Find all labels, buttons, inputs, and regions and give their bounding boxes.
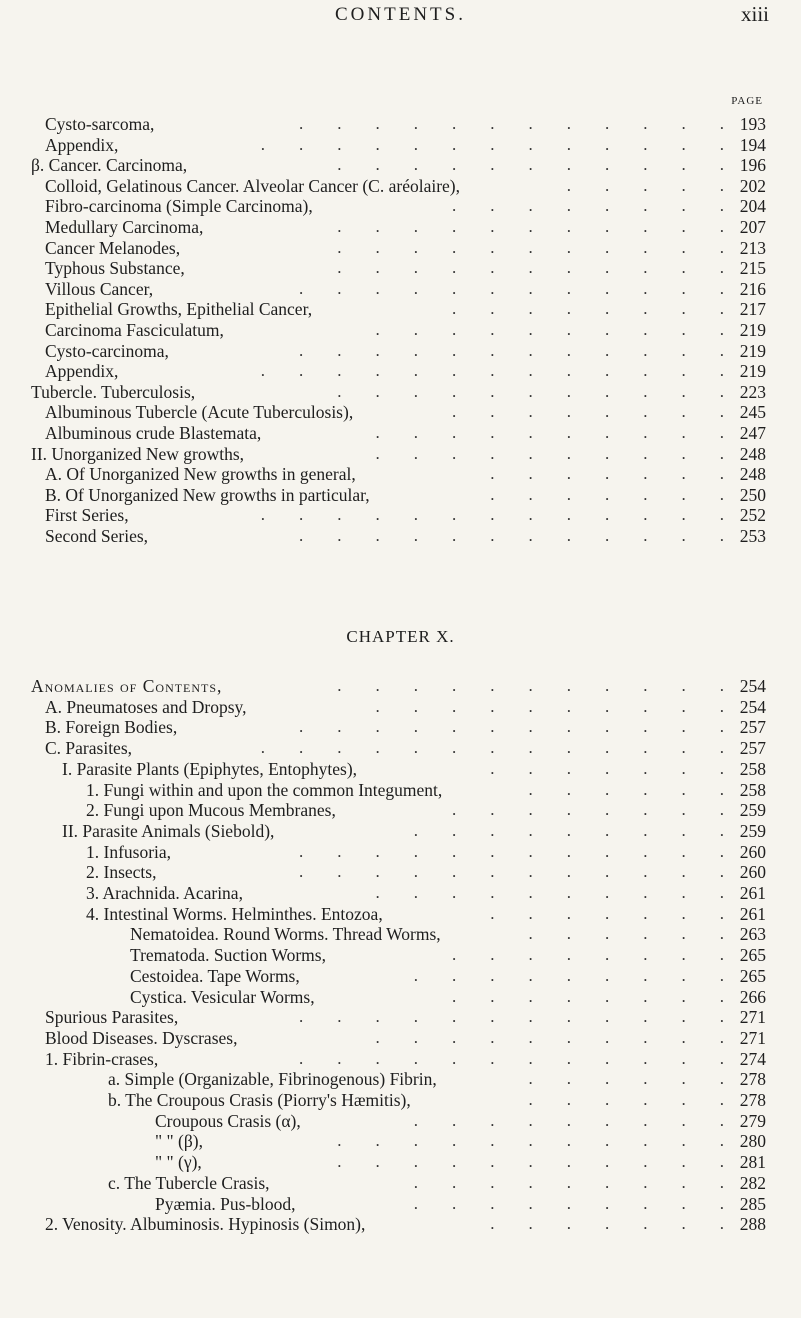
toc-entry-page: 282: [739, 1172, 766, 1193]
toc-entry-page: 261: [739, 903, 766, 924]
toc-entry-page: 265: [739, 965, 766, 986]
toc-entry-title: II. Parasite Animals (Siebold),: [62, 820, 275, 841]
toc-entry-page: 252: [739, 505, 766, 526]
toc-entry-title: Spurious Parasites,: [45, 1007, 179, 1028]
toc-entry: [0, 298, 766, 320]
toc-entry-page: 193: [739, 114, 766, 134]
toc-entry-title: 4. Intestinal Worms. Helminthes. Entozoa,: [86, 903, 383, 924]
toc-entry-title: Fibro-carcinoma (Simple Carcinoma),: [45, 196, 313, 217]
toc-entry-page: 271: [739, 1027, 766, 1048]
toc-entry-page: 250: [739, 484, 766, 505]
toc-entry-title: B. Of Unorganized New growths in particular,: [45, 484, 370, 505]
toc-entry: [0, 1151, 766, 1173]
toc-entry-page: 263: [739, 924, 766, 945]
toc-entry: [0, 1193, 766, 1215]
toc-entry-page: 215: [739, 258, 766, 279]
running-head: CONTENTS.: [335, 4, 466, 25]
page-column-label: PAGE: [731, 95, 763, 107]
toc-entry: [0, 216, 766, 238]
dot-leader: . . . . . . . . .: [413, 820, 724, 840]
toc-entry: [0, 1027, 766, 1049]
toc-entry-page: 219: [739, 320, 766, 340]
dot-leader: . . . . . . .: [490, 484, 724, 504]
toc-entry-title: Epithelial Growths, Epithelial Cancer,: [45, 299, 313, 320]
toc-entry-title: Villous Cancer,: [45, 278, 154, 299]
page-header: [0, 0, 801, 40]
toc-entry: [0, 882, 766, 904]
toc-entry: [0, 422, 766, 444]
toc-entry-title: 2. Fungi upon Mucous Membranes,: [86, 800, 336, 821]
toc-entry-page: 265: [739, 945, 766, 966]
toc-entry-title: Cysto-sarcoma,: [45, 114, 155, 134]
dot-leader: . . . . . . . . . . . . .: [260, 738, 724, 758]
toc-entry: [0, 1048, 766, 1070]
page-number: xiii: [740, 2, 769, 26]
dot-leader: . . . . . . . . . . . .: [299, 1048, 724, 1068]
toc-entry-page: 219: [739, 340, 766, 361]
toc-entry-title: Cystica. Vesicular Worms,: [130, 986, 315, 1007]
toc-entry: [0, 175, 766, 197]
toc-entry-title: First Series,: [45, 505, 129, 526]
toc-entry: [0, 737, 766, 759]
dot-leader: . . . . . .: [528, 1090, 724, 1109]
toc-entry: [0, 381, 766, 403]
dot-leader: . . . . . . . . . . .: [337, 258, 724, 278]
dot-leader: . . . . . . . . . . .: [337, 217, 724, 236]
toc-entry-title: Second Series,: [45, 526, 149, 546]
dot-leader: . . . . . . . .: [452, 299, 724, 319]
dot-leader: . . . . . . . . . .: [375, 1027, 724, 1047]
toc-entry: [0, 401, 766, 423]
toc-entry: [0, 484, 766, 506]
toc-entry: [0, 696, 766, 718]
toc-entry-title: Anomalies of Contents,: [31, 676, 223, 696]
toc-entry-page: 260: [739, 862, 766, 883]
toc-entry-title: Cancer Melanodes,: [45, 237, 181, 258]
toc-entry-page: 274: [739, 1048, 766, 1069]
toc-entry-page: 223: [739, 381, 766, 402]
toc-entry-page: 288: [739, 1214, 766, 1235]
chapter-heading: CHAPTER X.: [346, 627, 455, 646]
toc-entry-page: 207: [739, 217, 766, 237]
dot-leader: . . . . . . . . .: [413, 1172, 724, 1192]
toc-entry-title: Appendix,: [45, 361, 119, 382]
dot-leader: . . . . . . . . . . . . .: [260, 134, 724, 154]
toc-entry: [0, 716, 766, 738]
toc-entry-title: Pyæmia. Pus-blood,: [155, 1193, 296, 1214]
toc-entry: [0, 986, 766, 1008]
dot-leader: . . . . . . . . . . .: [337, 237, 724, 257]
dot-leader: . . . . . . . . . . . .: [299, 1007, 724, 1027]
dot-leader: . . . . . . . . .: [413, 1193, 724, 1213]
toc-entry: [0, 443, 766, 465]
toc-entry: [0, 841, 766, 863]
toc-entry: [0, 758, 766, 780]
dot-leader: . . . . . . . . . . . .: [299, 526, 724, 545]
toc-entry-page: 245: [739, 402, 766, 423]
dot-leader: . . . . . . .: [490, 758, 724, 778]
dot-leader: . . . . . . . . . . .: [337, 155, 724, 175]
toc-entry-title: 3. Arachnida. Acarina,: [86, 883, 243, 903]
toc-entry-page: 259: [739, 820, 766, 841]
toc-entry-title: Croupous Crasis (α),: [155, 1110, 301, 1131]
toc-entry-page: 280: [739, 1131, 766, 1152]
dot-leader: . . . . . . . . . . .: [337, 381, 724, 401]
toc-entry: [0, 504, 766, 526]
toc-entry-title: Nematoidea. Round Worms. Thread Worms,: [130, 924, 441, 945]
toc-entry-page: 281: [739, 1152, 766, 1173]
dot-leader: . . . . . . . . . .: [375, 883, 724, 902]
toc-entry-title: b. The Croupous Crasis (Piorry's Hæmitis),: [108, 1090, 411, 1110]
toc-entry-page: 278: [739, 1090, 766, 1110]
toc-entry-title: Albuminous Tubercle (Acute Tuberculosis),: [45, 402, 354, 423]
toc-entry: [0, 463, 766, 485]
toc-entry: [0, 965, 766, 987]
toc-entry: [0, 319, 766, 341]
toc-entry-title: Typhous Substance,: [45, 258, 185, 279]
toc-entry: [0, 861, 766, 883]
toc-entry-title: C. Parasites,: [45, 738, 133, 759]
toc-entry-title: Trematoda. Suction Worms,: [130, 945, 326, 966]
dot-leader: . . . . . . . .: [452, 800, 724, 820]
toc-entry: [0, 903, 766, 925]
toc-entry-title: I. Parasite Plants (Epiphytes, Entophytes),: [62, 758, 358, 779]
toc-entry: [0, 675, 766, 697]
toc-entry-page: 253: [739, 526, 766, 546]
dot-leader: . . . . . . . . . . . .: [299, 717, 724, 737]
toc-entry: [0, 278, 766, 300]
toc-entry-page: 254: [739, 676, 766, 696]
dot-leader: . . . . . . . . . .: [375, 443, 724, 463]
dot-leader: . . . . . . . .: [452, 986, 724, 1006]
dot-leader: . . . . . . . . . . .: [337, 1131, 724, 1151]
toc-entry-page: 254: [739, 696, 766, 717]
toc-entry-page: 248: [739, 443, 766, 464]
toc-entry-title: A. Of Unorganized New growths in general,: [45, 464, 356, 485]
toc-entry-title: β. Cancer. Carcinoma,: [31, 155, 188, 176]
toc-entry-title: Colloid, Gelatinous Cancer. Alveolar Cancer (C. aréolaire),: [45, 175, 461, 196]
toc-entry-title: Carcinoma Fasciculatum,: [45, 320, 224, 340]
toc-entry: [0, 257, 766, 279]
toc-entry-page: 258: [739, 779, 766, 800]
toc-entry-page: 257: [739, 738, 766, 759]
dot-leader: . . . . . . . . .: [413, 1110, 724, 1130]
dot-leader: . . . . . . . . . . . .: [299, 278, 724, 298]
toc-entry-page: 279: [739, 1110, 766, 1131]
toc-entry: [0, 237, 766, 259]
dot-leader: . . . . . . . . . .: [375, 696, 724, 716]
toc-entry-page: 278: [739, 1069, 766, 1090]
toc-entry-title: Cestoidea. Tape Worms,: [130, 965, 300, 986]
toc-entry: [0, 134, 766, 156]
toc-entry: [0, 154, 766, 176]
dot-leader: . . . . . . . . . . . .: [299, 114, 724, 133]
toc-entry-title: a. Simple (Organizable, Fibrinogenous) Fibrin,: [108, 1069, 437, 1090]
toc-entry: [0, 340, 766, 362]
toc-entry-page: 196: [739, 155, 766, 176]
toc-entry-title: 2. Insects,: [86, 862, 157, 883]
toc-entry-page: 204: [739, 196, 766, 217]
toc-entry: [0, 525, 766, 547]
dot-leader: . . . . . . . . . . . . .: [260, 505, 724, 525]
toc-entry-page: 219: [739, 361, 766, 382]
toc-entry-page: 247: [739, 423, 766, 443]
toc-entry: [0, 1089, 766, 1111]
dot-leader: . . . . . . . . . . .: [337, 1152, 724, 1172]
toc-entry: [0, 944, 766, 966]
dot-leader: . . . . . . .: [490, 464, 724, 484]
toc-entry-title: 1. Infusoria,: [86, 841, 172, 862]
dot-leader: . . . . . . . . . . . .: [299, 340, 724, 360]
toc-entry: [0, 1172, 766, 1194]
dot-leader: . . . . .: [566, 175, 724, 195]
toc-entry: [0, 113, 766, 135]
toc-entry: [0, 195, 766, 217]
toc-entry: [0, 799, 766, 821]
toc-entry-title: Blood Diseases. Dyscrases,: [45, 1027, 238, 1048]
toc-entry: [0, 360, 766, 382]
dot-leader: . . . . . . . .: [452, 402, 724, 422]
toc-entry-page: 285: [739, 1193, 766, 1214]
toc-entry-page: 261: [739, 883, 766, 903]
dot-leader: . . . . . . . . . . . .: [299, 841, 724, 861]
toc-entry-title: 1. Fungi within and upon the common Integument,: [86, 779, 443, 800]
dot-leader: . . . . . . . . . . . . .: [260, 361, 724, 381]
toc-entry: [0, 1110, 766, 1132]
toc-entry: [0, 1068, 766, 1090]
toc-entry-title: Cysto-carcinoma,: [45, 340, 169, 361]
dot-leader: . . . . . .: [528, 924, 724, 944]
toc-entry: [0, 820, 766, 842]
toc-entry-title: B. Foreign Bodies,: [45, 717, 178, 738]
toc-entry: [0, 1130, 766, 1152]
toc-entry-page: 257: [739, 717, 766, 738]
toc-entry-page: 271: [739, 1007, 766, 1028]
dot-leader: . . . . . .: [528, 1069, 724, 1089]
toc-entry-title: Appendix,: [45, 134, 119, 155]
dot-leader: . . . . . .: [528, 779, 724, 799]
toc-entry-title: A. Pneumatoses and Dropsy,: [45, 696, 247, 717]
dot-leader: . . . . . . .: [490, 1214, 724, 1234]
toc-entry-title: " " (γ),: [155, 1152, 202, 1173]
toc-entry-title: " " (β),: [155, 1131, 203, 1152]
toc-entry-title: c. The Tubercle Crasis,: [108, 1172, 270, 1193]
toc-entry-title: Medullary Carcinoma,: [45, 217, 204, 237]
toc-entry-page: 258: [739, 758, 766, 779]
toc-entry-title: 1. Fibrin-crases,: [45, 1048, 159, 1069]
toc-entry-page: 202: [739, 175, 766, 196]
dot-leader: . . . . . . .: [490, 903, 724, 923]
toc-entry-page: 216: [739, 278, 766, 299]
toc-entry-page: 194: [739, 134, 766, 155]
toc-entry-title: II. Unorganized New growths,: [31, 443, 245, 464]
toc-entry: [0, 1213, 766, 1235]
toc-entry-page: 217: [739, 299, 766, 320]
toc-entry-page: 260: [739, 841, 766, 862]
toc-entry-page: 248: [739, 464, 766, 485]
toc-entry-page: 259: [739, 800, 766, 821]
dot-leader: . . . . . . . . . . . .: [299, 862, 724, 882]
dot-leader: . . . . . . . . . .: [375, 320, 724, 339]
dot-leader: . . . . . . . . .: [413, 965, 724, 985]
dot-leader: . . . . . . . . . . .: [337, 676, 724, 695]
toc-entry: [0, 923, 766, 945]
dot-leader: . . . . . . . .: [452, 196, 724, 216]
toc-entry-page: 213: [739, 237, 766, 258]
dot-leader: . . . . . . . . . .: [375, 423, 724, 442]
toc-entry-page: 266: [739, 986, 766, 1007]
toc-entry: [0, 1006, 766, 1028]
dot-leader: . . . . . . . .: [452, 945, 724, 965]
toc-entry: [0, 779, 766, 801]
toc-entry-title: Albuminous crude Blastemata,: [45, 423, 262, 443]
toc-entry-title: Tubercle. Tuberculosis,: [31, 381, 196, 402]
toc-entry-title: 2. Venosity. Albuminosis. Hypinosis (Simon),: [45, 1214, 366, 1235]
